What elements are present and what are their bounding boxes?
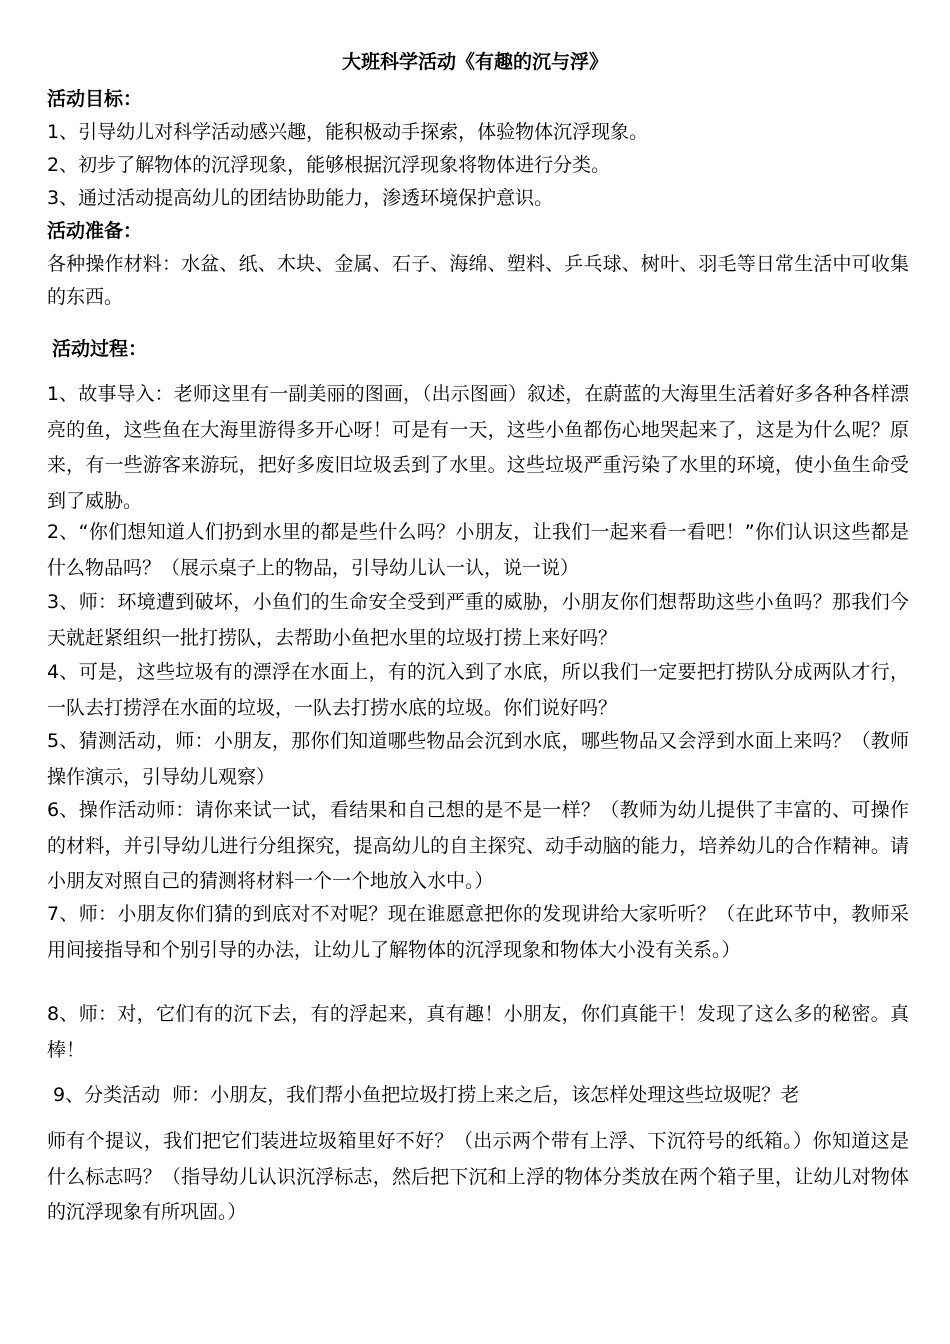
step-9-rest: 师有个提议，我们把它们装进垃圾箱里好不好？（出示两个带有上浮、下沉符号的纸箱。）你知道这是什么标志吗？（指导幼儿认识沉浮标志，然后把下沉和上浮的物体分类放在两个箱子里，让幼儿对物体的沉浮现象有所巩固。）: [47, 1130, 909, 1223]
step-4: 4、可是，这些垃圾有的漂浮在水面上，有的沉入到了水底，所以我们一定要把打捞队分成两队才行，一队去打捞浮在水面的垃圾，一队去打捞水底的垃圾。你们说好吗？: [47, 661, 909, 719]
goal-item-3: 3、通过活动提高幼儿的团结协助能力，渗透环境保护意识。: [47, 187, 554, 209]
step-6: 6、操作活动师：请你来试一试，看结果和自己想的是不是一样？（教师为幼儿提供了丰富的、可操作的材料，并引导幼儿进行分组探究，提高幼儿的自主探究、动手动脑的能力，培养幼儿的合作精神。请小朋友对照自己的猜测将材料一个一个地放入水中。）: [47, 799, 909, 892]
step-1: 1、故事导入：老师这里有一副美丽的图画，（出示图画）叙述，在蔚蓝的大海里生活着好多各种各样漂亮的鱼，这些鱼在大海里游得多开心呀！可是有一天，这些小鱼都伤心地哭起来了，这是为什么呢？原来，有一些游客来游玩，把好多废旧垃圾丢到了水里。这些垃圾严重污染了水里的环境，使小鱼生命受到了威胁。: [47, 383, 909, 512]
goal-item-1: 1、引导幼儿对科学活动感兴趣，能积极动手探索，体验物体沉浮现象。: [47, 121, 649, 143]
document-title: 大班科学活动《有趣的沉与浮》: [341, 51, 608, 73]
goals-heading: 活动目标：: [47, 88, 143, 110]
step-9-first-line: 9、分类活动 师：小朋友，我们帮小鱼把垃圾打捞上来之后，该怎样处理这些垃圾呢？老: [47, 1084, 800, 1106]
step-5: 5、猜测活动，师：小朋友，那你们知道哪些物品会沉到水底，哪些物品又会浮到水面上来吗？（教师操作演示，引导幼儿观察）: [47, 730, 909, 788]
goal-item-2: 2、初步了解物体的沉浮现象，能够根据沉浮现象将物体进行分类。: [47, 154, 611, 176]
step-8: 8、师：对，它们有的沉下去，有的浮起来，真有趣！小朋友，你们真能干！发现了这么多的秘密。真棒！: [47, 1003, 909, 1061]
prep-text: 各种操作材料：水盆、纸、木块、金属、石子、海绵、塑料、乒乓球、树叶、羽毛等日常生活中可收集的东西。: [47, 253, 909, 308]
process-heading: 活动过程：: [52, 338, 148, 360]
step-7: 7、师：小朋友你们猜的到底对不对呢？现在谁愿意把你的发现讲给大家听听？（在此环节中，教师采用间接指导和个别引导的办法，让幼儿了解物体的沉浮现象和物体大小没有关系。）: [47, 903, 909, 961]
step-2: 2、“你们想知道人们扔到水里的都是些什么吗？小朋友，让我们一起来看一看吧！”你们认识这些都是什么物品吗？（展示桌子上的物品，引导幼儿认一认，说一说）: [47, 521, 909, 579]
step-3: 3、师：环境遭到破坏，小鱼们的生命安全受到严重的威胁，小朋友你们想帮助这些小鱼吗？那我们今天就赶紧组织一批打捞队，去帮助小鱼把水里的垃圾打捞上来好吗？: [47, 591, 909, 649]
prep-heading: 活动准备：: [47, 220, 143, 242]
